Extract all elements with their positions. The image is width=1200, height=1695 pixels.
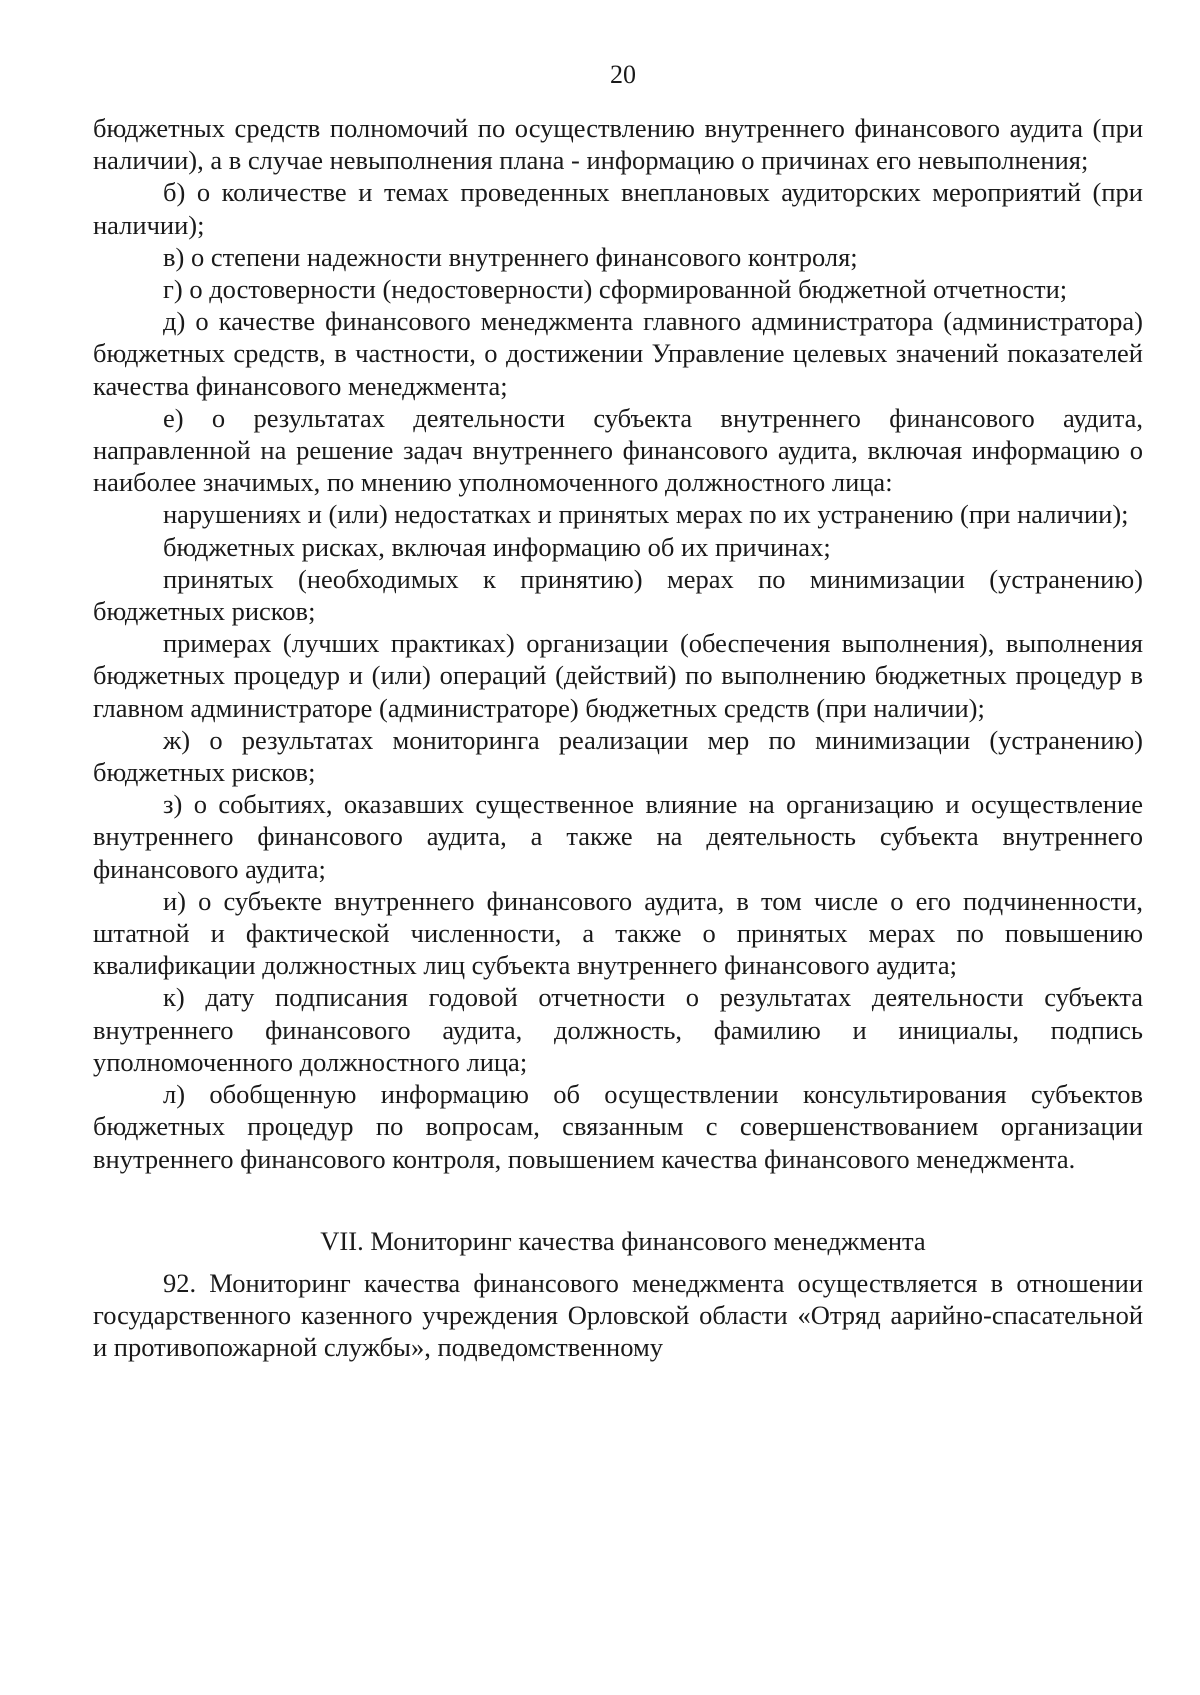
paragraph-subitem-risks: бюджетных рисках, включая информацию об их причинах; xyxy=(163,531,831,562)
paragraph-item-z: з) о событиях, оказавших существенное влияние на организацию и осуществление внутреннего финансового аудита, а также на деятельность субъекта внутреннего финансового аудита; xyxy=(93,789,1143,884)
paragraph-item-k: к) дату подписания годовой отчетности о результатах деятельности субъекта внутреннего финансового аудита, должность, фамилию и инициалы, подпись уполномоченного должностного лица; xyxy=(93,982,1143,1077)
paragraph-subitem-violations: нарушениях и (или) недостатках и принятых мерах по их устранению (при наличии); xyxy=(163,499,1129,530)
paragraph-92: 92. Мониторинг качества финансового менеджмента осуществляется в отношении государственного казенного учреждения Орловской области «Отряд аарийно-спасательной и противопожарной службы», подведомственному xyxy=(93,1267,1143,1363)
paragraph-item-i: и) о субъекте внутреннего финансового аудита, в том числе о его подчиненности, штатной и фактической численности, а также о принятых мерах по повышению квалификации должностных лиц субъекта внутреннего финансового аудита; xyxy=(93,885,1143,981)
paragraph-item-v: в) о степени надежности внутреннего финансового контроля; xyxy=(163,241,858,272)
document-page xyxy=(93,60,1143,1363)
paragraph-subitem-measures: принятых (необходимых к принятию) мерах по минимизации (устранению) бюджетных рисков; xyxy=(93,563,1143,627)
paragraph-item-d: д) о качестве финансового менеджмента главного администратора (администратора) бюджетных средств, в частности, о достижении Управление целевых значений показателей качества финансового менеджмента; xyxy=(93,306,1143,401)
page-number: 20 xyxy=(610,60,636,89)
paragraph-continuation: бюджетных средств полномочий по осуществлению внутреннего финансового аудита (при наличии), а в случае невыполнения плана - информацию о причинах его невыполнения; xyxy=(93,113,1143,176)
paragraph-item-b: б) о количестве и темах проведенных внеплановых аудиторских мероприятий (при наличии); xyxy=(93,177,1143,240)
paragraph-item-g: г) о достоверности (недостоверности) сформированной бюджетной отчетности; xyxy=(163,274,1068,305)
paragraph-item-e: е) о результатах деятельности субъекта внутреннего финансового аудита, направленной на решение задач внутреннего финансового аудита, включая информацию о наиболее значимых, по мнению уполномоченного должностного лица: xyxy=(93,402,1143,498)
paragraph-item-l: л) обобщенную информацию об осуществлении консультирования субъектов бюджетных процедур по вопросам, связанным с совершенствованием организации внутреннего финансового контроля, повышением качества финансового менеджмента. xyxy=(93,1079,1143,1174)
section-title: VII. Мониторинг качества финансового менеджмента xyxy=(320,1225,926,1256)
paragraph-subitem-examples: примерах (лучших практиках) организации (обеспечения выполнения), выполнения бюджетных процедур и (или) операций (действий) по выполнению бюджетных процедур в главном администраторе (администраторе) бюджетных средств (при наличии); xyxy=(93,628,1143,723)
paragraph-item-zh: ж) о результатах мониторинга реализации мер по минимизации (устранению) бюджетных рисков; xyxy=(93,724,1143,788)
